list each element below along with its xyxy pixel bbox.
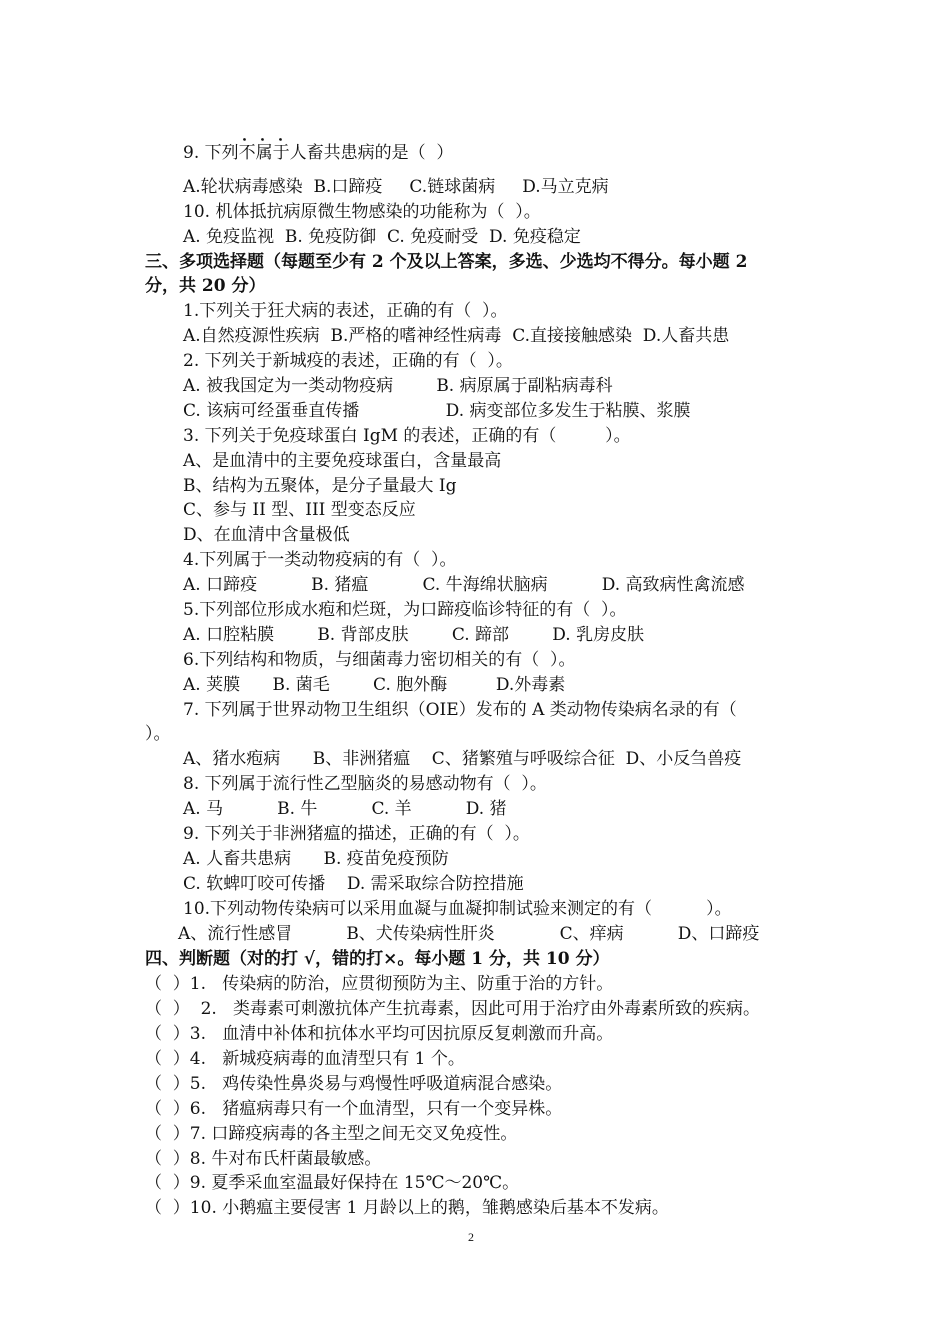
mc-line: D、在血清中含量极低 xyxy=(183,525,350,545)
mc-line: 10.下列动物传染病可以采用血凝与血凝抑制试验来测定的有（ ）。 xyxy=(183,899,732,919)
tf-item: （ ）4. 新城疫病毒的血清型只有 1 个。 xyxy=(145,1049,465,1069)
page-number: 2 xyxy=(468,1230,474,1244)
mc-line: A.自然疫源性疾病 B.严格的嗜神经性病毒 C.直接接触感染 D.人畜共患 xyxy=(183,326,730,346)
mc-line: C. 该病可经蛋垂直传播 D. 病变部位多发生于粘膜、浆膜 xyxy=(183,401,691,421)
mc-line: C、参与 II 型、III 型变态反应 xyxy=(183,500,416,520)
mc-line: 2. 下列关于新城疫的表述，正确的有（ ）。 xyxy=(183,351,513,371)
mc-line: A. 被我国定为一类动物疫病 B. 病原属于副粘病毒科 xyxy=(183,376,613,396)
question-9: 9. 下列不属于人畜共患病的是（ ） xyxy=(183,143,454,163)
tf-item: （ ）5. 鸡传染性鼻炎易与鸡慢性呼吸道病混合感染。 xyxy=(145,1074,563,1094)
tf-item: （ ）3. 血清中补体和抗体水平均可因抗原反复刺激而升高。 xyxy=(145,1024,614,1044)
tf-item: （ ）7. 口蹄疫病毒的各主型之间无交叉免疫性。 xyxy=(145,1124,518,1144)
question-9-options: A.轮状病毒感染 B.口蹄疫 C.链球菌病 D.马立克病 xyxy=(183,177,609,197)
mc-line: 9. 下列关于非洲猪瘟的描述，正确的有（ ）。 xyxy=(183,824,530,844)
mc-line: 1.下列关于狂犬病的表述，正确的有（ ）。 xyxy=(183,301,508,321)
mc-line: 6.下列结构和物质，与细菌毒力密切相关的有（ ）。 xyxy=(183,650,576,670)
mc-line: A. 口蹄疫 B. 猪瘟 C. 牛海绵状脑病 D. 高致病性禽流感 xyxy=(183,575,745,595)
mc-line: A、是血清中的主要免疫球蛋白，含量最高 xyxy=(183,451,502,471)
mc-line-wrap: ）。 xyxy=(145,724,171,744)
tf-item: （ ）1. 传染病的防治，应贯彻预防为主、防重于治的方针。 xyxy=(145,974,614,994)
mc-line: A、猪水疱病 B、非洲猪瘟 C、猪繁殖与呼吸综合征 D、小反刍兽疫 xyxy=(183,749,742,769)
tf-item: （ ）9. 夏季采血室温最好保持在 15℃～20℃。 xyxy=(145,1173,520,1193)
mc-line: 5.下列部位形成水疱和烂斑，为口蹄疫临诊特征的有（ ）。 xyxy=(183,600,627,620)
tf-item: （ ）6. 猪瘟病毒只有一个血清型，只有一个变异株。 xyxy=(145,1099,563,1119)
mc-line: A. 人畜共患病 B. 疫苗免疫预防 xyxy=(183,849,449,869)
mc-line: C. 软蜱叮咬可传播 D. 需采取综合防控措施 xyxy=(183,874,524,894)
section-3-heading-line1: 三、多项选择题（每题至少有 2 个及以上答案，多选、少选均不得分。每小题 2 xyxy=(145,252,748,272)
mc-line: A、流行性感冒 B、犬传染病性肝炎 C、痒病 D、口蹄疫 xyxy=(178,924,760,944)
mc-line: A. 口腔粘膜 B. 背部皮肤 C. 蹄部 D. 乳房皮肤 xyxy=(183,625,645,645)
question-10: 10. 机体抵抗病原微生物感染的功能称为（ ）。 xyxy=(183,202,541,222)
tf-item: （ ）8. 牛对布氏杆菌最敏感。 xyxy=(145,1149,382,1169)
section-3-heading-line2: 分，共 20 分） xyxy=(145,276,266,296)
section-4-heading: 四、判断题（对的打 √，错的打×。每小题 1 分，共 10 分） xyxy=(145,949,610,969)
mc-line: 3. 下列关于免疫球蛋白 IgM 的表述，正确的有（ ）。 xyxy=(183,426,631,446)
mc-line: 8. 下列属于流行性乙型脑炎的易感动物有（ ）。 xyxy=(183,774,547,794)
tf-item: （ ） 2. 类毒素可刺激抗体产生抗毒素，因此可用于治疗由外毒素所致的疾病。 xyxy=(145,999,761,1019)
mc-line: B、结构为五聚体，是分子量最大 Ig xyxy=(183,476,457,496)
emphasis-dots: ．．． xyxy=(242,125,305,144)
mc-line: A. 荚膜 B. 菌毛 C. 胞外酶 D.外毒素 xyxy=(183,675,566,695)
question-10-options: A. 免疫监视 B. 免疫防御 C. 免疫耐受 D. 免疫稳定 xyxy=(183,227,581,247)
mc-line: A. 马 B. 牛 C. 羊 D. 猪 xyxy=(183,799,507,819)
mc-line: 4.下列属于一类动物疫病的有（ ）。 xyxy=(183,550,457,570)
tf-item: （ ）10. 小鹅瘟主要侵害 1 月龄以上的鹅，雏鹅感染后基本不发病。 xyxy=(145,1198,669,1218)
mc-line: 7. 下列属于世界动物卫生组织（OIE）发布的 A 类动物传染病名录的有（ xyxy=(183,700,737,720)
